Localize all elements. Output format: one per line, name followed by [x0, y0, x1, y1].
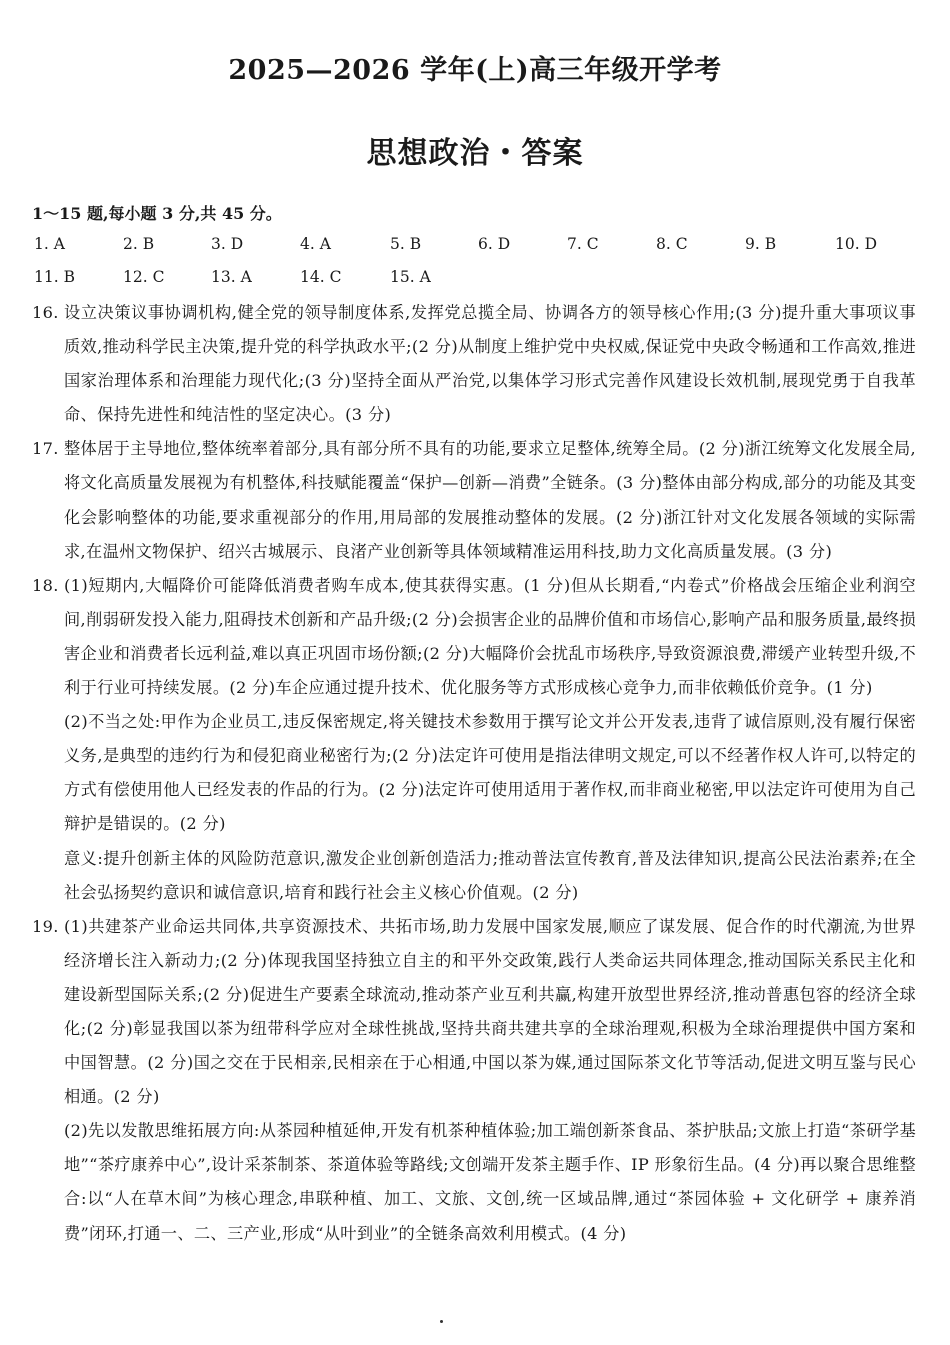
- question-17: [32, 432, 916, 568]
- mcq-answer: 3. D: [211, 235, 244, 253]
- mcq-answer: 15. A: [390, 268, 431, 286]
- mcq-answer: 13. A: [211, 268, 252, 286]
- question-answer: [64, 569, 916, 910]
- mcq-answer: 10. D: [835, 235, 878, 253]
- mcq-answer: 5. B: [390, 235, 422, 253]
- answer-paragraph: (2)先以发散思维拓展方向:从茶园种植延伸,开发有机茶种植体验;加工端创新茶食品、茶护肤品;文旅上打造“茶研学基地”“茶疗康养中心”,设计采茶制茶、茶道体验等路线;文创端开发茶主题手作、IP 形象衍生品。(4 分)再以聚合思维整合:以“人在草木间”为核心理念,串联种植、加工、文旅、文创,统一区域品牌,通过“茶园体验 + 文化研学 + 康养消费”闭环,打通一、二、三产业,形成“从叶到业”的全链条高效利用模式。(4 分): [64, 1121, 916, 1243]
- page-dot: [440, 1320, 443, 1323]
- question-18: [32, 569, 916, 910]
- mcq-answer: 6. D: [478, 235, 511, 253]
- mcq-answer: 8. C: [656, 235, 688, 253]
- question-19: [32, 910, 916, 1251]
- answer-paragraph: 设立决策议事协调机构,健全党的领导制度体系,发挥党总揽全局、协调各方的领导核心作用;(3 分)提升重大事项议事质效,推动科学民主决策,提升党的科学执政水平;(2 分)从制度上维护党中央权威,保证党中央政令畅通和工作高效,推进国家治理体系和治理能力现代化;(3 分)坚持全面从严治党,以集体学习形式完善作风建设长效机制,展现党勇于自我革命、保持先进性和纯洁性的坚定决心。(3 分): [64, 303, 916, 425]
- mcq-answer: 11. B: [34, 268, 75, 286]
- mcq-answer: 1. A: [34, 235, 65, 253]
- question-number: 16.: [32, 303, 59, 322]
- question-number: 18.: [32, 575, 59, 595]
- mcq-section-header: 1～15 题,每小题 3 分,共 45 分。: [32, 204, 282, 223]
- page-subtitle: 思想政治・答案: [366, 136, 584, 171]
- answers-body: [32, 296, 916, 1251]
- question-answer: [64, 296, 916, 432]
- answer-paragraph: (1)共建茶产业命运共同体,共享资源技术、共拓市场,助力发展中国家发展,顺应了谋发展、促合作的时代潮流,为世界经济增长注入新动力;(2 分)体现我国坚持独立自主的和平外交政策,践行人类命运共同体理念,推动国际关系民主化和建设新型国际关系;(2 分)促进生产要素全球流动,推动茶产业互利共赢,构建开放型世界经济,推动普惠包容的经济全球化;(2 分)彰显我国以茶为纽带科学应对全球性挑战,坚持共商共建共享的全球治理观,积极为全球治理提供中国方案和中国智慧。(2 分)国之交在于民相亲,民相亲在于心相通,中国以茶为媒,通过国际茶文化节等活动,促进文明互鉴与民心相通。(2 分): [64, 916, 916, 1107]
- mcq-answer: 12. C: [123, 268, 165, 286]
- mcq-answer: 14. C: [300, 268, 342, 286]
- mcq-answer: 9. B: [745, 235, 777, 253]
- question-number: 19.: [32, 916, 59, 936]
- question-answer: [64, 910, 916, 1251]
- mcq-answer: 2. B: [123, 235, 155, 253]
- answer-paragraph: (2)不当之处:甲作为企业员工,违反保密规定,将关键技术参数用于撰写论文并公开发表,违背了诚信原则,没有履行保密义务,是典型的违约行为和侵犯商业秘密行为;(2 分)法定许可使用是指法律明文规定,可以不经著作权人许可,以特定的方式有偿使用他人已经发表的作品的行为。(2 分)法定许可使用适用于著作权,而非商业秘密,甲以法定许可使用为自己辩护是错误的。(2 分): [64, 712, 916, 834]
- mcq-answer: 7. C: [567, 235, 599, 253]
- mcq-answer: 4. A: [300, 235, 331, 253]
- answer-paragraph: 意义:提升创新主体的风险防范意识,激发企业创新创造活力;推动普法宣传教育,普及法律知识,提高公民法治素养;在全社会弘扬契约意识和诚信意识,培育和践行社会主义核心价值观。(2 分): [64, 848, 916, 902]
- answer-paragraph: (1)短期内,大幅降价可能降低消费者购车成本,使其获得实惠。(1 分)但从长期看,“内卷式”价格战会压缩企业利润空间,削弱研发投入能力,阻碍技术创新和产品升级;(2 分)会损害企业的品牌价值和市场信心,影响产品和服务质量,最终损害企业和消费者长远利益,难以真正巩固市场份额;(2 分)大幅降价会扰乱市场秩序,导致资源浪费,滞缓产业转型升级,不利于行业可持续发展。(2 分)车企应通过提升技术、优化服务等方式形成核心竞争力,而非依赖低价竞争。(1 分): [64, 575, 916, 698]
- answer-paragraph: 整体居于主导地位,整体统率着部分,具有部分所不具有的功能,要求立足整体,统筹全局。(2 分)浙江统筹文化发展全局,将文化高质量发展视为有机整体,科技赋能覆盖“保护—创新—消费”全链条。(3 分)整体由部分构成,部分的功能及其变化会影响整体的功能,要求重视部分的作用,用局部的发展推动整体的发展。(2 分)浙江针对文化发展各领域的实际需求,在温州文物保护、绍兴古城展示、良渚产业创新等具体领域精准运用科技,助力文化高质量发展。(3 分): [64, 439, 916, 561]
- page-title: 2025—2026 学年(上)高三年级开学考: [228, 55, 722, 86]
- question-answer: [64, 432, 916, 568]
- question-number: 17.: [32, 439, 59, 459]
- question-16: [32, 296, 916, 432]
